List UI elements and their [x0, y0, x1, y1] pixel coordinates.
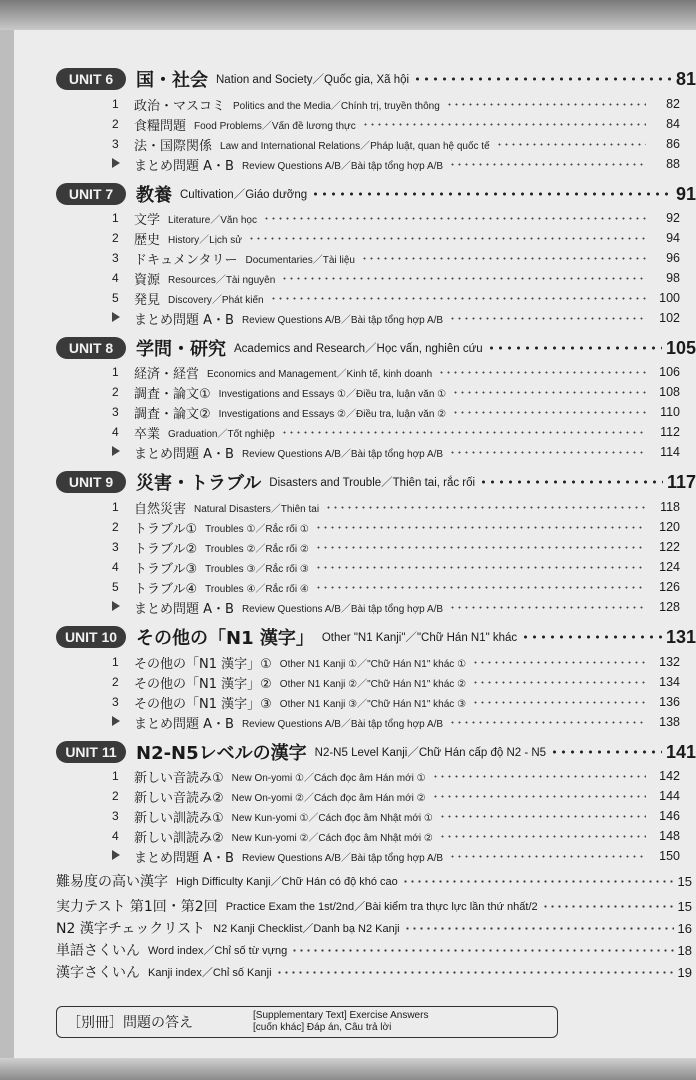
dot-leader [449, 163, 646, 166]
item-title: その他の「N1 漢字」① [134, 656, 272, 672]
item-subtitle: Economics and Management／Kinh tế, kinh doanh [207, 368, 433, 380]
appendix-subtitle: N2 Kanji Checklist／Danh bạ N2 Kanji [213, 923, 400, 935]
toc-item[interactable] [112, 498, 680, 516]
dot-leader [281, 431, 646, 434]
toc-item[interactable] [112, 249, 680, 267]
appendix-page-number: 15 [677, 873, 692, 889]
dot-leader [315, 566, 646, 569]
unit-heading[interactable] [56, 740, 696, 764]
item-title: 経済・経営 [134, 366, 200, 382]
item-page-number: 148 [659, 829, 680, 843]
item-number: 1 [112, 211, 119, 225]
item-title: 法・国際関係 [134, 138, 213, 154]
toc-item[interactable] [112, 423, 680, 441]
item-page-number: 110 [660, 405, 680, 419]
item-page-number: 82 [666, 97, 680, 111]
dot-leader [449, 855, 646, 858]
item-number: 3 [112, 137, 119, 151]
unit-heading[interactable] [56, 625, 696, 649]
toc-item[interactable] [112, 95, 680, 113]
supplementary-box [56, 1006, 558, 1038]
unit-badge: UNIT 6 [56, 68, 126, 90]
unit-subtitle: Disasters and Trouble／Thiên tai, rắc rối [269, 477, 476, 489]
page-top-shadow [0, 0, 696, 30]
item-title: 卒業 [134, 426, 161, 442]
triangle-icon [112, 158, 120, 168]
toc-item[interactable] [112, 518, 680, 536]
item-number: 1 [112, 97, 119, 111]
unit-subtitle: Nation and Society／Quốc gia, Xã hội [216, 74, 410, 86]
dot-leader [438, 371, 646, 374]
item-title: トラブル② [134, 541, 198, 557]
dot-leader [413, 77, 672, 81]
supplementary-subtitle-en: [Supplementary Text] Exercise Answers [253, 1010, 429, 1021]
item-number: 2 [112, 789, 119, 803]
appendix-subtitle: Practice Exam the 1st/2nd／Bài kiểm tra thực lực lần thứ nhất/2 [225, 901, 538, 913]
dot-leader [452, 391, 646, 394]
item-page-number: 96 [666, 251, 680, 265]
review-marker [112, 600, 134, 614]
unit-page-number: 117 [666, 471, 696, 492]
toc-item[interactable] [112, 653, 680, 671]
item-number: 1 [112, 655, 119, 669]
item-page-number: 120 [659, 520, 680, 534]
item-number: 1 [112, 365, 119, 379]
item-page-number: 114 [660, 445, 680, 459]
item-page-number: 102 [659, 311, 680, 325]
unit-badge: UNIT 7 [56, 183, 126, 205]
toc-item[interactable] [112, 403, 680, 421]
page-bottom-shadow [0, 1058, 696, 1080]
appendix-subtitle: High Difficulty Kanji／Chữ Hán có độ khó cao [176, 876, 398, 888]
item-subtitle: Review Questions A/B／Bài tập tổng hợp A/B [241, 314, 444, 326]
item-subtitle: Politics and the Media／Chính trị, truyền thông [233, 100, 440, 112]
toc-item[interactable] [112, 827, 680, 845]
item-subtitle: Review Questions A/B／Bài tập tổng hợp A/B [241, 852, 444, 864]
toc-item[interactable] [112, 363, 680, 381]
review-marker [112, 157, 134, 171]
unit-title: 災害・トラブル [136, 473, 262, 494]
item-number: 4 [112, 829, 119, 843]
item-title: 食糧問題 [134, 118, 187, 134]
item-title: まとめ問題 A・B [134, 446, 234, 462]
appendix-subtitle: Kanji index／Chỉ số Kanji [148, 967, 272, 979]
item-subtitle: Review Questions A/B／Bài tập tổng hợp A/B [241, 603, 444, 615]
unit-badge: UNIT 10 [56, 626, 126, 648]
item-page-number: 98 [666, 271, 680, 285]
unit-page-number: 91 [675, 183, 696, 204]
item-page-number: 142 [659, 769, 680, 783]
item-number: 2 [112, 231, 119, 245]
item-subtitle: New Kun-yomi ①／Cách đọc âm Nhật mới ① [231, 812, 433, 824]
item-subtitle: Graduation／Tốt nghiệp [168, 428, 275, 440]
dot-leader [248, 237, 646, 240]
item-title: まとめ問題 A・B [134, 601, 234, 617]
review-marker [112, 849, 134, 863]
dot-leader [439, 815, 646, 818]
item-number: 3 [112, 251, 119, 265]
item-subtitle: Troubles ②／Rắc rối ② [205, 543, 309, 555]
supplementary-subtitle [253, 1010, 428, 1034]
toc-item[interactable] [112, 598, 680, 616]
item-page-number: 138 [659, 715, 680, 729]
item-subtitle: Troubles ④／Rắc rối ④ [205, 583, 309, 595]
dot-leader [361, 257, 646, 260]
item-number: 2 [112, 520, 119, 534]
item-title: まとめ問題 A・B [134, 312, 234, 328]
toc-item[interactable] [112, 309, 680, 327]
item-subtitle: Other N1 Kanji ①／"Chữ Hán N1" khác ① [279, 658, 467, 670]
item-title: ドキュメンタリー [134, 252, 238, 268]
toc-item[interactable] [112, 578, 680, 596]
item-title: トラブル③ [134, 561, 198, 577]
appendix-title: N2 漢字チェックリスト [56, 921, 206, 937]
dot-leader [404, 927, 674, 930]
item-page-number: 124 [659, 560, 680, 574]
item-number: 2 [112, 675, 119, 689]
dot-leader [276, 971, 674, 974]
dot-leader [479, 480, 663, 484]
dot-leader [439, 835, 646, 838]
toc-item[interactable] [112, 115, 680, 133]
dot-leader [472, 681, 646, 684]
appendix-title: 難易度の高い漢字 [56, 874, 168, 890]
item-subtitle: Food Problems／Vấn đề lương thực [194, 120, 356, 132]
appendix-item[interactable] [56, 896, 692, 916]
item-subtitle: Literature／Văn học [168, 214, 257, 226]
dot-leader [449, 451, 646, 454]
dot-leader [487, 346, 662, 350]
dot-leader [446, 103, 646, 106]
dot-leader [496, 143, 646, 146]
dot-leader [263, 217, 646, 220]
unit-subtitle: N2-N5 Level Kanji／Chữ Hán cấp độ N2 - N5 [314, 747, 547, 759]
item-title: その他の「N1 漢字」② [134, 676, 272, 692]
item-page-number: 118 [660, 500, 680, 514]
toc-item[interactable] [112, 289, 680, 307]
unit-page-number: 141 [665, 741, 696, 762]
item-title: 新しい訓読み② [134, 830, 224, 846]
item-title: 政治・マスコミ [134, 98, 226, 114]
triangle-icon [112, 312, 120, 322]
appendix-title: 単語さくいん [56, 943, 140, 959]
triangle-icon [112, 850, 120, 860]
dot-leader [315, 526, 646, 529]
item-subtitle: New On-yomi ②／Cách đọc âm Hán mới ② [231, 792, 426, 804]
item-subtitle: Natural Disasters／Thiên tai [194, 503, 320, 515]
item-subtitle: History／Lịch sử [168, 234, 242, 246]
item-subtitle: Review Questions A/B／Bài tập tổng hợp A/B [241, 448, 444, 460]
toc-item[interactable] [112, 673, 680, 691]
item-subtitle: Documentaries／Tài liệu [245, 254, 355, 266]
dot-leader [550, 750, 662, 754]
dot-leader [521, 635, 662, 639]
dot-leader [291, 949, 673, 952]
item-page-number: 100 [659, 291, 680, 305]
item-number: 2 [112, 385, 119, 399]
item-page-number: 126 [659, 580, 680, 594]
unit-title: 国・社会 [136, 70, 208, 91]
item-page-number: 144 [659, 789, 680, 803]
appendix-item[interactable] [56, 962, 692, 982]
item-page-number: 132 [659, 655, 680, 669]
item-page-number: 150 [659, 849, 680, 863]
item-title: 歴史 [134, 232, 161, 248]
appendix-item[interactable] [56, 871, 692, 891]
item-page-number: 128 [659, 600, 680, 614]
appendix-item[interactable] [56, 940, 692, 960]
item-number: 3 [112, 540, 119, 554]
unit-title: その他の「N1 漢字」 [136, 628, 314, 649]
dot-leader [452, 411, 646, 414]
item-subtitle: Law and International Relations／Pháp luật, quan hệ quốc tế [220, 140, 490, 152]
item-subtitle: Discovery／Phát kiến [168, 294, 264, 306]
toc-item[interactable] [112, 847, 680, 865]
item-subtitle: Review Questions A/B／Bài tập tổng hợp A/B [241, 160, 444, 172]
item-page-number: 136 [659, 695, 680, 709]
unit-subtitle: Other "N1 Kanji"／"Chữ Hán N1" khác [321, 632, 518, 644]
item-title: 自然災害 [134, 501, 187, 517]
item-page-number: 122 [659, 540, 680, 554]
item-title: トラブル④ [134, 581, 198, 597]
item-title: 新しい音読み② [134, 790, 224, 806]
toc-item[interactable] [112, 538, 680, 556]
item-title: 新しい音読み① [134, 770, 224, 786]
item-subtitle: Other N1 Kanji ③／"Chữ Hán N1" khác ③ [279, 698, 467, 710]
item-number: 2 [112, 117, 119, 131]
item-subtitle: New Kun-yomi ②／Cách đọc âm Nhật mới ② [231, 832, 433, 844]
toc-item[interactable] [112, 693, 680, 711]
unit-subtitle: Academics and Research／Học vấn, nghiên cứu [234, 343, 483, 355]
item-page-number: 106 [659, 365, 680, 379]
item-number: 4 [112, 560, 119, 574]
unit-subtitle: Cultivation／Giáo dưỡng [180, 189, 308, 201]
triangle-icon [112, 446, 120, 456]
item-page-number: 112 [660, 425, 680, 439]
unit-badge: UNIT 11 [56, 741, 126, 763]
supplementary-title: ［別冊］問題の答え [67, 1015, 193, 1031]
item-page-number: 134 [659, 675, 680, 689]
item-page-number: 92 [666, 211, 680, 225]
item-page-number: 86 [666, 137, 680, 151]
appendix-page-number: 16 [677, 920, 692, 936]
item-number: 4 [112, 271, 119, 285]
item-number: 3 [112, 809, 119, 823]
toc-item[interactable] [112, 767, 680, 785]
toc-item[interactable] [112, 155, 680, 173]
unit-page-number: 81 [675, 68, 696, 89]
unit-heading[interactable] [56, 336, 696, 360]
supplementary-subtitle-vi: [cuốn khác] Đáp án, Câu trả lời [253, 1022, 392, 1033]
dot-leader [432, 795, 646, 798]
item-subtitle: Other N1 Kanji ②／"Chữ Hán N1" khác ② [279, 678, 467, 690]
appendix-title: 実力テスト 第1回・第2回 [56, 899, 218, 915]
dot-leader [270, 297, 646, 300]
appendix-item[interactable] [56, 918, 692, 938]
item-title: まとめ問題 A・B [134, 158, 234, 174]
dot-leader [472, 701, 646, 704]
toc-item[interactable] [112, 713, 680, 731]
dot-leader [311, 192, 672, 196]
unit-badge: UNIT 9 [56, 471, 126, 493]
item-title: 資源 [134, 272, 161, 288]
item-number: 1 [112, 500, 119, 514]
item-subtitle: New On-yomi ①／Cách đọc âm Hán mới ① [231, 772, 426, 784]
item-number: 3 [112, 405, 119, 419]
dot-leader [472, 661, 646, 664]
item-subtitle: Resources／Tài nguyên [168, 274, 276, 286]
dot-leader [315, 586, 646, 589]
item-page-number: 88 [666, 157, 680, 171]
unit-title: N2-N5レベルの漢字 [136, 743, 307, 764]
unit-heading[interactable] [56, 182, 696, 206]
review-marker [112, 445, 134, 459]
item-subtitle: Troubles ③／Rắc rối ③ [205, 563, 309, 575]
dot-leader [362, 123, 646, 126]
item-title: 調査・論文② [134, 406, 211, 422]
item-page-number: 84 [666, 117, 680, 131]
item-subtitle: Investigations and Essays ①／Điều tra, luận văn ① [218, 388, 447, 400]
dot-leader [315, 546, 646, 549]
review-marker [112, 311, 134, 325]
appendix-subtitle: Word index／Chỉ số từ vựng [148, 945, 288, 957]
review-marker [112, 715, 134, 729]
toc-item[interactable] [112, 209, 680, 227]
dot-leader [449, 317, 646, 320]
appendix-page-number: 19 [677, 964, 692, 980]
toc-item[interactable] [112, 229, 680, 247]
triangle-icon [112, 601, 120, 611]
toc-item[interactable] [112, 383, 680, 401]
item-title: 調査・論文① [134, 386, 211, 402]
appendix-page-number: 15 [677, 898, 692, 914]
dot-leader [402, 880, 674, 883]
dot-leader [281, 277, 646, 280]
item-title: その他の「N1 漢字」③ [134, 696, 272, 712]
toc-item[interactable] [112, 807, 680, 825]
triangle-icon [112, 716, 120, 726]
item-subtitle: Review Questions A/B／Bài tập tổng hợp A/B [241, 718, 444, 730]
item-page-number: 94 [666, 231, 680, 245]
item-subtitle: Investigations and Essays ②／Điều tra, luận văn ② [218, 408, 447, 420]
unit-badge: UNIT 8 [56, 337, 126, 359]
item-number: 5 [112, 580, 119, 594]
item-title: 文学 [134, 212, 161, 228]
item-number: 4 [112, 425, 119, 439]
appendix-title: 漢字さくいん [56, 965, 140, 981]
appendix-page-number: 18 [677, 942, 692, 958]
item-page-number: 108 [659, 385, 680, 399]
toc-item[interactable] [112, 269, 680, 287]
toc-item[interactable] [112, 558, 680, 576]
toc-item[interactable] [112, 135, 680, 153]
unit-heading[interactable] [56, 67, 696, 91]
toc-item[interactable] [112, 787, 680, 805]
item-title: 発見 [134, 292, 161, 308]
item-title: まとめ問題 A・B [134, 850, 234, 866]
dot-leader [542, 905, 674, 908]
dot-leader [432, 775, 646, 778]
unit-page-number: 105 [665, 337, 696, 358]
item-title: 新しい訓読み① [134, 810, 224, 826]
item-title: トラブル① [134, 521, 198, 537]
toc-item[interactable] [112, 443, 680, 461]
unit-page-number: 131 [665, 626, 696, 647]
item-page-number: 146 [659, 809, 680, 823]
dot-leader [449, 721, 646, 724]
item-number: 1 [112, 769, 119, 783]
item-title: まとめ問題 A・B [134, 716, 234, 732]
unit-title: 学問・研究 [136, 339, 226, 360]
dot-leader [449, 606, 646, 609]
item-subtitle: Troubles ①／Rắc rối ① [205, 523, 309, 535]
item-number: 3 [112, 695, 119, 709]
unit-title: 教養 [136, 185, 172, 206]
unit-heading[interactable] [56, 470, 696, 494]
item-number: 5 [112, 291, 119, 305]
dot-leader [325, 506, 646, 509]
